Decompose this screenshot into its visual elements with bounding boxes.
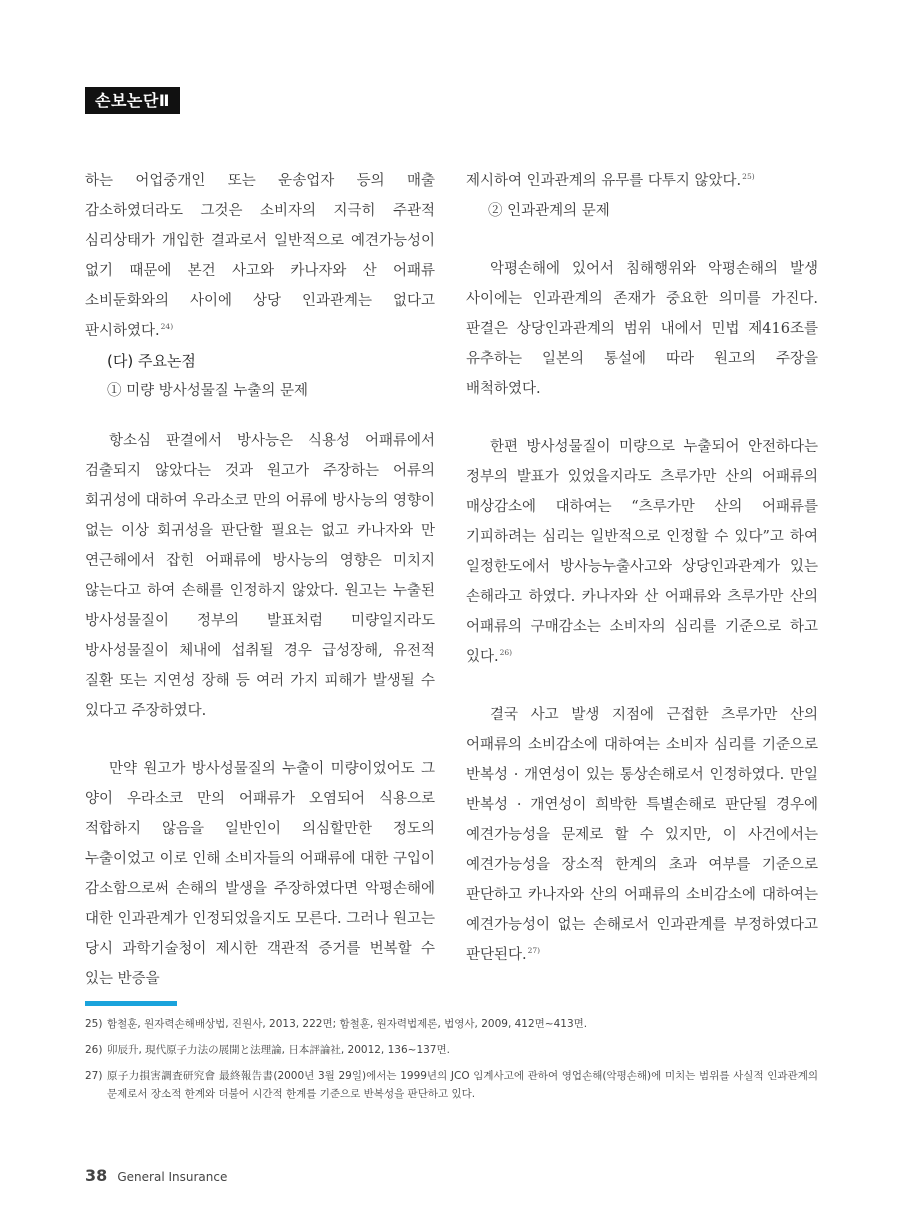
magazine-name: General Insurance — [117, 1170, 228, 1184]
footnote-ref: 25) — [742, 172, 755, 182]
footnote-number: 27) — [85, 1070, 103, 1082]
paragraph: 악평손해에 있어서 침해행위와 악평손해의 발생 사이에는 인과관계의 존재가 중요한 의미를 가진다. 판결은 상당인과관계의 범위 내에서 민법 제416조를 유추하는 일본의 통설에 따라 원고의 주장을 배척하였다. — [466, 261, 818, 397]
footnote-ref: 26) — [499, 648, 513, 658]
footnote-divider — [85, 1001, 177, 1006]
footnote-text: 함철훈, 원자력손해배상법, 진원사, 2013, 222면; 함철훈, 원자력법제론, 법영사, 2009, 412면~413면. — [107, 1018, 588, 1030]
sub-heading: ② 인과관계의 문제 — [488, 203, 610, 219]
paragraph: 결국 사고 발생 지점에 근접한 츠루가만 산의 어패류의 소비감소에 대하여는 소비자 심리를 기준으로 반복성 · 개연성이 있는 통상손해로서 인정하였다. 만일 반복성 · 개연성이 희박한 특별손해로 판단될 경우에 예견가능성을 문제로 할 수 있지만, 이 사건에서는 예견가능성을 장소적 한계의 초과 여부를 기준으로 판단하고 카나자와 산의 어패류의 소비감소에 대하여는 예견가능성이 없는 손해로서 인과관계를 부정하였다고 판단된다.$^{27)}$ — [466, 707, 818, 963]
footnote-item — [85, 1015, 818, 1033]
footnote-ref: 27) — [527, 946, 541, 956]
paragraph: 항소심 판결에서 방사능은 식용성 어패류에서 검출되지 않았다는 것과 원고가 주장하는 어류의 회귀성에 대하여 우라소코 만의 어류에 방사능의 영향이 없는 이상 회귀성을 판단할 필요는 없고 카나자와 만 연근해에서 잡힌 어패류에 방사능의 영향은 미치지 않는다고 하여 손해를 인정하지 않았다. 원고는 누출된 방사성물질이 정부의 발표처럼 미량일지라도 방사성물질이 체내에 섭취될 경우 급성장해, 유전적 질환 또는 지연성 장해 등 여러 가지 피해가 발생될 수 있다고 주장하였다. — [85, 433, 435, 719]
left-column — [85, 166, 435, 994]
footnote-text: 原子力損害調査研究會 最終報告書(2000년 3월 29일)에서는 1999년의 JCO 임계사고에 관하여 영업손해(악평손해)에 미치는 범위를 사실적 인과관계의 문제로서 장소적 한계와 더불어 시간적 한계를 기준으로 반복성을 판단하고 있다. — [107, 1070, 818, 1100]
paragraph: 한편 방사성물질이 미량으로 누출되어 안전하다는 정부의 발표가 있었을지라도 츠루가만 산의 어패류의 매상감소에 대하여는 “츠루가만 산의 어패류를 기피하려는 심리는 일반적으로 인정할 수 있다”고 하여 일정한도에서 방사능누출사고와 상당인과관계가 있는 손해라고 하였다. 카나자와 산 어패류와 츠루가만 산의 어패류의 구매감소는 소비자의 심리를 기준으로 하고 있다.$^{26)}$ — [466, 439, 818, 665]
paragraph: 제시하여 인과관계의 유무를 다투지 않았다.$^{25)}$ — [466, 172, 755, 189]
section-tag: 손보논단Ⅱ — [85, 87, 180, 114]
page-number: 38 — [85, 1166, 108, 1185]
right-column — [466, 166, 818, 970]
footnote-item — [85, 1041, 818, 1059]
paragraph: 만약 원고가 방사성물질의 누출이 미량이었어도 그 양이 우라소코 만의 어패류가 오염되어 식용으로 적합하지 않음을 일반인이 의심할만한 정도의 누출이었고 이로 인해 소비자들의 어패류에 대한 구입이 감소함으로써 손해의 발생을 주장하였다면 악평손해에 대한 인과관계가 인정되었을지도 모른다. 그러나 원고는 당시 과학기술청이 제시한 객관적 증거를 번복할 수 있는 반증을 — [85, 761, 435, 987]
footnote-ref: 24) — [160, 322, 174, 332]
footnote-number: 25) — [85, 1018, 103, 1030]
footnote-item — [85, 1067, 818, 1103]
section-heading: (다) 주요논점 — [107, 352, 196, 370]
page-footer — [85, 1166, 227, 1185]
footnote-text: 卯辰升, 現代原子力法の展開と法理論, 日本評論社, 20012, 136~137면. — [107, 1044, 450, 1056]
footnotes — [85, 1015, 818, 1111]
sub-heading: ① 미량 방사성물질 누출의 문제 — [107, 383, 309, 399]
footnote-number: 26) — [85, 1044, 103, 1056]
paragraph: 하는 어업중개인 또는 운송업자 등의 매출 감소하였더라도 그것은 소비자의 지극히 주관적 심리상태가 개입한 결과로서 일반적으로 예견가능성이 없기 때문에 본건 사고와 카나자와 산 어패류 소비둔화와의 사이에 상당 인과관계는 없다고 판시하였다.$^{24)}$ — [85, 173, 435, 339]
